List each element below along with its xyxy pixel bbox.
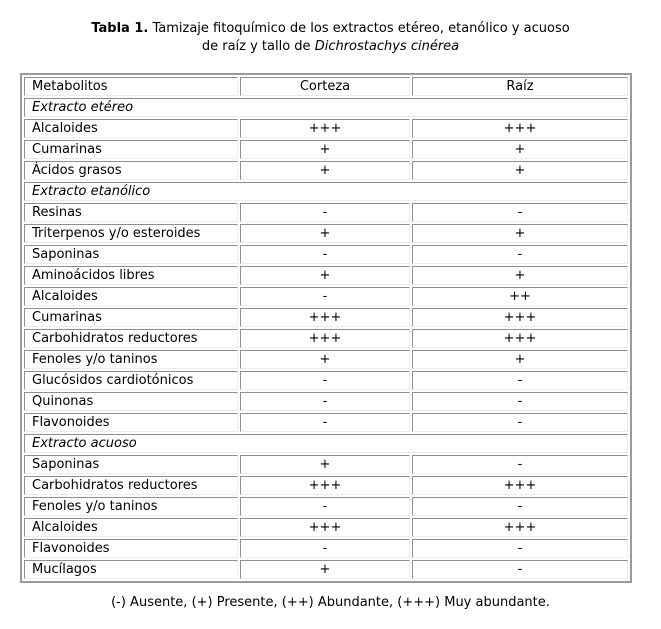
corteza-value-cell: + [240, 350, 410, 369]
caption-species-name: Dichrostachys cinérea [314, 39, 460, 54]
table-row [24, 308, 628, 327]
table-row [24, 245, 628, 264]
table-row [24, 266, 628, 285]
section-row [24, 434, 628, 453]
table-row [24, 329, 628, 348]
caption-line2: de raíz y tallo de [201, 39, 311, 54]
corteza-value-cell: - [240, 371, 410, 390]
table-row [24, 539, 628, 558]
metabolite-cell: Triterpenos y/o esteroides [24, 224, 238, 243]
metabolite-cell: Ácidos grasos [24, 161, 238, 180]
corteza-value-cell: - [240, 287, 410, 306]
caption-table-number: Tabla 1. [91, 21, 149, 36]
metabolite-cell: Fenoles y/o taninos [24, 350, 238, 369]
raiz-value-cell: +++ [412, 476, 628, 495]
raiz-value-cell: - [412, 392, 628, 411]
corteza-value-cell: + [240, 161, 410, 180]
raiz-value-cell: + [412, 350, 628, 369]
table-row [24, 476, 628, 495]
table-row [24, 161, 628, 180]
raiz-value-cell: + [412, 224, 628, 243]
phytochemical-screening-table [20, 73, 632, 583]
table-row [24, 455, 628, 474]
metabolite-cell: Saponinas [24, 245, 238, 264]
corteza-value-cell: - [240, 539, 410, 558]
metabolite-cell: Cumarinas [24, 140, 238, 159]
corteza-value-cell: - [240, 413, 410, 432]
raiz-value-cell: +++ [412, 308, 628, 327]
corteza-value-cell: - [240, 245, 410, 264]
corteza-value-cell: +++ [240, 518, 410, 537]
table-row [24, 371, 628, 390]
table-row [24, 119, 628, 138]
raiz-value-cell: - [412, 455, 628, 474]
raiz-value-cell: ++ [412, 287, 628, 306]
corteza-value-cell: + [240, 224, 410, 243]
col-header-corteza: Corteza [240, 77, 410, 96]
table-row [24, 224, 628, 243]
corteza-value-cell: + [240, 140, 410, 159]
col-header-raiz: Raíz [412, 77, 628, 96]
corteza-value-cell: + [240, 266, 410, 285]
raiz-value-cell: +++ [412, 518, 628, 537]
table-row [24, 560, 628, 579]
corteza-value-cell: + [240, 560, 410, 579]
corteza-value-cell: + [240, 455, 410, 474]
metabolite-cell: Flavonoides [24, 539, 238, 558]
col-header-metabolitos: Metabolitos [24, 77, 238, 96]
header-row [24, 77, 628, 96]
metabolite-cell: Mucílagos [24, 560, 238, 579]
corteza-value-cell: +++ [240, 329, 410, 348]
table-row [24, 140, 628, 159]
raiz-value-cell: - [412, 560, 628, 579]
caption-line1: Tamizaje fitoquímico de los extractos etéreo, etanólico y acuoso [152, 21, 570, 36]
raiz-value-cell: +++ [412, 329, 628, 348]
corteza-value-cell: - [240, 392, 410, 411]
metabolite-cell: Alcaloides [24, 287, 238, 306]
section-label: Extracto etéreo [24, 98, 628, 117]
raiz-value-cell: - [412, 413, 628, 432]
section-label: Extracto etanólico [24, 182, 628, 201]
raiz-value-cell: - [412, 539, 628, 558]
metabolite-cell: Fenoles y/o taninos [24, 497, 238, 516]
table-row [24, 497, 628, 516]
raiz-value-cell: - [412, 245, 628, 264]
raiz-value-cell: +++ [412, 119, 628, 138]
corteza-value-cell: - [240, 497, 410, 516]
corteza-value-cell: - [240, 203, 410, 222]
metabolite-cell: Glucósidos cardiotónicos [24, 371, 238, 390]
table-row [24, 203, 628, 222]
metabolite-cell: Aminoácidos libres [24, 266, 238, 285]
corteza-value-cell: +++ [240, 119, 410, 138]
raiz-value-cell: + [412, 161, 628, 180]
table-row [24, 518, 628, 537]
symbols-legend: (-) Ausente, (+) Presente, (++) Abundante, (+++) Muy abundante. [111, 595, 550, 610]
metabolite-cell: Flavonoides [24, 413, 238, 432]
table-caption [0, 20, 661, 56]
raiz-value-cell: - [412, 203, 628, 222]
raiz-value-cell: - [412, 497, 628, 516]
section-row [24, 182, 628, 201]
section-label: Extracto acuoso [24, 434, 628, 453]
metabolite-cell: Quinonas [24, 392, 238, 411]
metabolite-cell: Alcaloides [24, 119, 238, 138]
metabolite-cell: Cumarinas [24, 308, 238, 327]
metabolite-cell: Alcaloides [24, 518, 238, 537]
raiz-value-cell: - [412, 371, 628, 390]
corteza-value-cell: +++ [240, 476, 410, 495]
table-row [24, 392, 628, 411]
raiz-value-cell: + [412, 140, 628, 159]
table-row [24, 350, 628, 369]
metabolite-cell: Saponinas [24, 455, 238, 474]
table-row [24, 413, 628, 432]
metabolite-cell: Resinas [24, 203, 238, 222]
raiz-value-cell: + [412, 266, 628, 285]
table-row [24, 287, 628, 306]
section-row [24, 98, 628, 117]
metabolite-cell: Carbohidratos reductores [24, 476, 238, 495]
metabolite-cell: Carbohidratos reductores [24, 329, 238, 348]
corteza-value-cell: +++ [240, 308, 410, 327]
